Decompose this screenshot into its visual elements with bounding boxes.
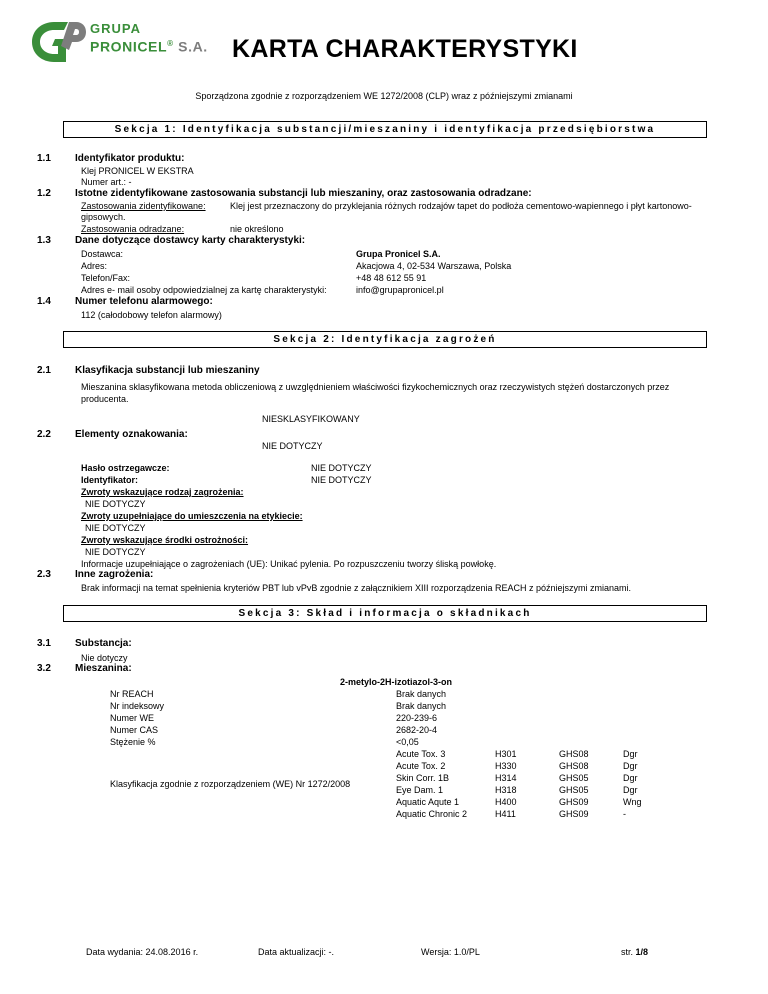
logo-text-pronicel: PRONICEL® S.A. xyxy=(90,38,208,55)
phone-label: Telefon/Fax: xyxy=(81,273,131,283)
item-number-2-1: 2.1 xyxy=(37,365,51,376)
supplier-label: Dostawca: xyxy=(81,249,124,259)
table-row: Nr REACH Brak danych xyxy=(110,689,447,699)
logo-text-grupa: GRUPA xyxy=(90,21,141,36)
footer-update-date: Data aktualizacji: -. xyxy=(258,947,335,957)
supplementary-hazard-info: Informacje uzupełniające o zagrożeniach (UE): Unikać pylenia. Po rozpuszczeniu tworzy śliską powłokę. xyxy=(81,559,497,569)
address-label: Adres: xyxy=(81,261,108,271)
unadvised-uses-value: nie określono xyxy=(230,224,284,234)
item-number-2-2: 2.2 xyxy=(37,429,51,440)
section-3-header: Sekcja 3: Skład i informacja o składnikach xyxy=(63,605,707,622)
item-heading-2-2: Elementy oznakowania: xyxy=(75,429,188,440)
email-value: info@grupapronicel.pl xyxy=(356,285,444,295)
product-name: Klej PRONICEL W EKSTRA xyxy=(81,166,194,176)
item-number-1-2: 1.2 xyxy=(37,188,51,199)
item-number-1-3: 1.3 xyxy=(37,235,51,246)
table-row: Stężenie % <0,05 xyxy=(110,737,419,747)
item-heading-3-2: Mieszanina: xyxy=(75,663,132,674)
item-number-2-3: 2.3 xyxy=(37,569,51,580)
supplemental-statements-label: Zwroty uzupełniające do umieszczenia na etykiecie: xyxy=(81,511,303,521)
footer-issue-date: Data wydania: 24.08.2016 r. xyxy=(86,947,199,957)
classification-text: Mieszanina sklasyfikowana metoda obliczeniową z uwzględnieniem właściwości fizykochemicznych oraz rzeczywistych stężeń dostarczonych przez xyxy=(81,382,670,392)
precautionary-statements-label: Zwroty wskazujące środki ostrożności: xyxy=(81,535,249,545)
supplemental-statements-value: NIE DOTYCZY xyxy=(85,523,146,533)
document-title: KARTA CHARAKTERYSTYKI xyxy=(232,35,578,63)
emergency-number: 112 (całodobowy telefon alarmowy) xyxy=(81,310,222,320)
item-heading-1-1: Identyfikator produktu: xyxy=(75,153,185,164)
component-name: 2-metylo-2H-izotiazol-3-on xyxy=(340,677,453,687)
precautionary-statements-value: NIE DOTYCZY xyxy=(85,547,146,557)
mixture-table xyxy=(110,688,659,820)
item-number-3-1: 3.1 xyxy=(37,638,51,649)
item-heading-1-3: Dane dotyczące dostawcy karty charakterystyki: xyxy=(75,235,306,246)
item-number-1-4: 1.4 xyxy=(37,296,51,307)
unadvised-uses-label: Zastosowania odradzane: xyxy=(81,224,185,234)
other-hazards-text: Brak informacji na temat spełnienia kryteriów PBT lub vPvB zgodnie z załącznikiem XIII rozporządzenia REACH z późniejszymi zmianami. xyxy=(81,583,632,593)
table-row: Aquatic Chronic 2 H411 GHS09 - xyxy=(396,809,626,819)
identified-uses-label: Zastosowania zidentyfikowane: xyxy=(81,201,206,211)
identified-uses-value-cont: gipsowych. xyxy=(81,212,126,222)
labelling-not-applicable: NIE DOTYCZY xyxy=(262,441,323,451)
company-logo xyxy=(28,20,228,64)
item-heading-2-1: Klasyfikacja substancji lub mieszaniny xyxy=(75,365,260,376)
identifier-value: NIE DOTYCZY xyxy=(311,475,372,485)
hazard-statements-label: Zwroty wskazujące rodzaj zagrożenia: xyxy=(81,487,244,497)
classification-text-cont: producenta. xyxy=(81,394,129,404)
identified-uses-value: Klej jest przeznaczony do przyklejania różnych rodzajów tapet do podłoża cementowo-wapiennego i płyt kartonowo- xyxy=(230,201,692,211)
table-row: Eye Dam. 1 H318 GHS05 Dgr xyxy=(396,785,638,795)
document-subtitle: Sporządzona zgodnie z rozporządzeniem WE 1272/2008 (CLP) wraz z późniejszymi zmianami xyxy=(195,91,573,101)
supplier-value: Grupa Pronicel S.A. xyxy=(356,249,441,259)
item-heading-1-4: Numer telefonu alarmowego: xyxy=(75,296,213,307)
table-row: Skin Corr. 1B H314 GHS05 Dgr xyxy=(396,773,638,783)
phone-value: +48 48 612 55 91 xyxy=(356,273,427,283)
table-row: Aquatic Aqute 1 H400 GHS09 Wng xyxy=(396,797,642,807)
signal-word-label: Hasło ostrzegawcze: xyxy=(81,463,170,473)
identifier-label: Identyfikator: xyxy=(81,475,139,485)
table-row: Numer CAS 2682-20-4 xyxy=(110,725,438,735)
email-label: Adres e- mail osoby odpowiedzialnej za kartę charakterystyki: xyxy=(81,285,327,295)
unclassified-label: NIESKLASYFIKOWANY xyxy=(262,414,360,424)
item-heading-1-2: Istotne zidentyfikowane zastosowania substancji lub mieszaniny, oraz zastosowania odradzane: xyxy=(75,188,532,199)
table-row: Nr indeksowy Brak danych xyxy=(110,701,447,711)
footer-version: Wersja: 1.0/PL xyxy=(421,947,480,957)
address-value: Akacjowa 4, 02-534 Warszawa, Polska xyxy=(356,261,512,271)
item-number-1-1: 1.1 xyxy=(37,153,51,164)
section-2-header: Sekcja 2: Identyfikacja zagrożeń xyxy=(63,331,707,348)
section-1-header: Sekcja 1: Identyfikacja substancji/mieszaniny i identyfikacja przedsiębiorstwa xyxy=(63,121,707,138)
table-row: Acute Tox. 2 H330 GHS08 Dgr xyxy=(396,761,638,771)
article-number: Numer art.: - xyxy=(81,177,132,187)
signal-word-value: NIE DOTYCZY xyxy=(311,463,372,473)
classification-label: Klasyfikacja zgodnie z rozporządzeniem (WE) Nr 1272/2008 xyxy=(110,779,351,789)
item-number-3-2: 3.2 xyxy=(37,663,51,674)
table-row: Numer WE 220-239-6 xyxy=(110,713,438,723)
item-heading-3-1: Substancja: xyxy=(75,638,132,649)
table-row: Klasyfikacja zgodnie z rozporządzeniem (WE) Nr 1272/2008 Acute Tox. 3 H301 GHS08 Dgr xyxy=(110,748,659,760)
footer-page-number: str. 1/8 xyxy=(621,947,649,957)
substance-value: Nie dotyczy xyxy=(81,653,128,663)
item-heading-2-3: Inne zagrożenia: xyxy=(75,569,154,580)
hazard-statements-value: NIE DOTYCZY xyxy=(85,499,146,509)
